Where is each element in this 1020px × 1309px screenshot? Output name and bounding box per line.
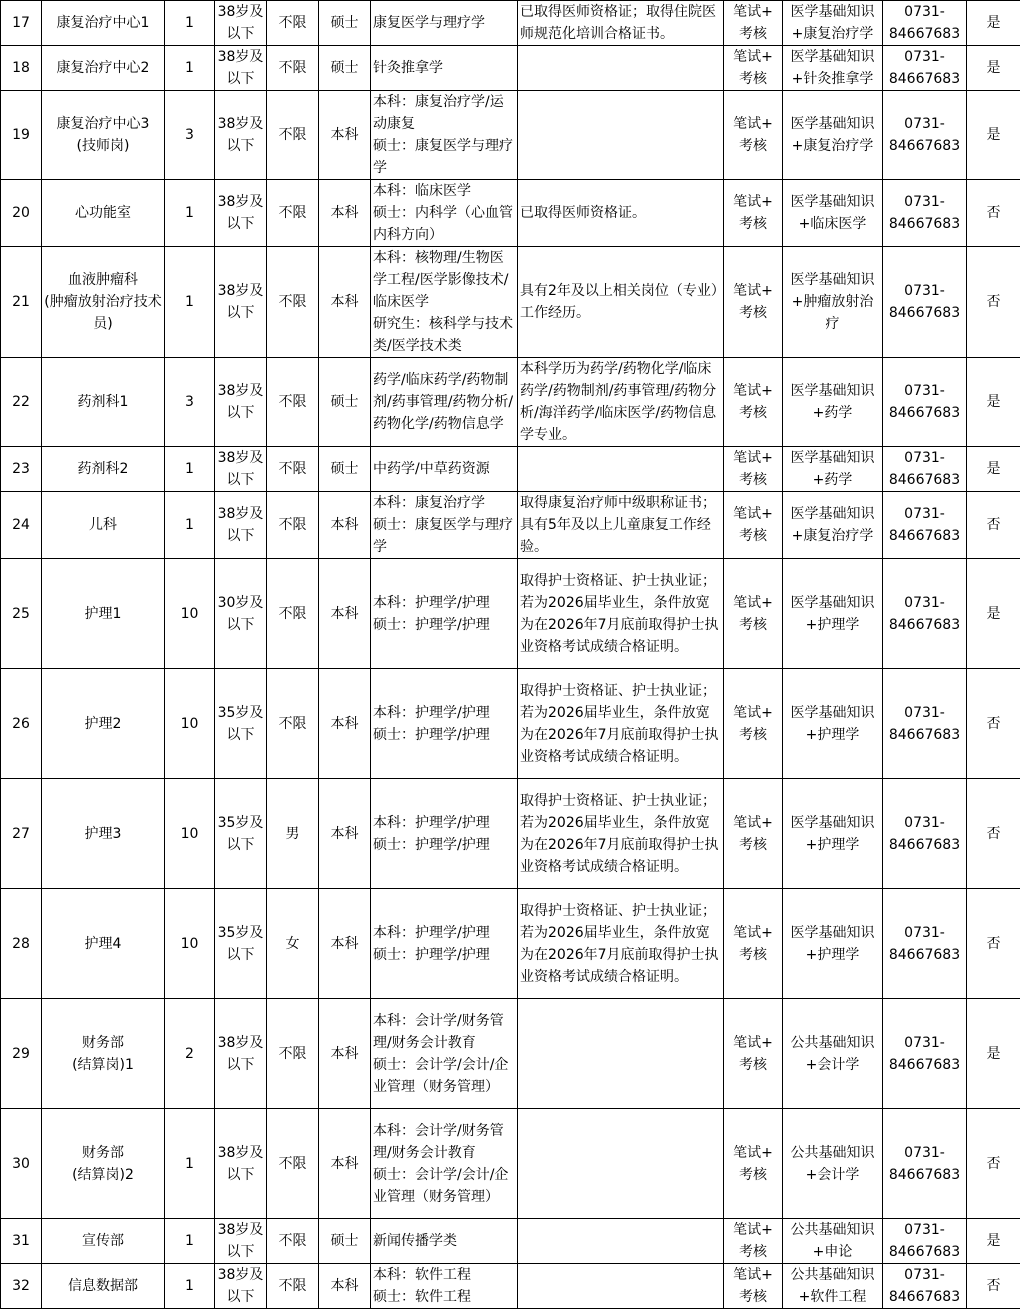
exam-method-cell: 笔试+ 考核	[724, 1109, 783, 1219]
exam-method-cell: 笔试+ 考核	[724, 1219, 783, 1264]
hire-count-cell: 10	[165, 669, 215, 779]
table-row	[1, 447, 1020, 492]
age-cell: 35岁及 以下	[215, 779, 267, 889]
exam-method-cell: 笔试+ 考核	[724, 46, 783, 91]
age-cell: 38岁及 以下	[215, 247, 267, 358]
phone-cell: 0731- 84667683	[883, 1, 967, 46]
department-cell: 财务部 (结算岗)2	[42, 1109, 165, 1219]
gender-cell: 不限	[267, 1109, 319, 1219]
education-cell: 本科	[319, 1264, 371, 1309]
row-number: 26	[1, 669, 42, 779]
department-cell: 心功能室	[42, 180, 165, 247]
hire-count-cell: 1	[165, 492, 215, 559]
major-cell: 新闻传播学类	[371, 1219, 518, 1264]
age-cell: 38岁及 以下	[215, 1219, 267, 1264]
exam-method-cell: 笔试+ 考核	[724, 180, 783, 247]
gender-cell: 不限	[267, 247, 319, 358]
gender-cell: 不限	[267, 46, 319, 91]
phone-cell: 0731- 84667683	[883, 247, 967, 358]
education-cell: 本科	[319, 492, 371, 559]
hire-count-cell: 3	[165, 358, 215, 447]
education-cell: 本科	[319, 91, 371, 180]
row-number: 18	[1, 46, 42, 91]
row-number: 32	[1, 1264, 42, 1309]
education-cell: 硕士	[319, 46, 371, 91]
major-cell: 本科：康复治疗学/运动康复 硕士：康复医学与理疗学	[371, 91, 518, 180]
row-number: 22	[1, 358, 42, 447]
education-cell: 硕士	[319, 358, 371, 447]
exam-subject-cell: 公共基础知识 +会计学	[783, 1109, 883, 1219]
exam-method-cell: 笔试+ 考核	[724, 492, 783, 559]
hire-count-cell: 1	[165, 46, 215, 91]
flag-cell: 是	[967, 447, 1020, 492]
row-number: 19	[1, 91, 42, 180]
age-cell: 38岁及 以下	[215, 492, 267, 559]
major-cell: 本科：康复治疗学 硕士：康复医学与理疗学	[371, 492, 518, 559]
exam-method-cell: 笔试+ 考核	[724, 559, 783, 669]
exam-subject-cell: 公共基础知识 +软件工程	[783, 1264, 883, 1309]
flag-cell: 否	[967, 669, 1020, 779]
major-cell: 本科：临床医学 硕士：内科学（心血管内科方向）	[371, 180, 518, 247]
exam-subject-cell: 医学基础知识 +肿瘤放射治疗	[783, 247, 883, 358]
age-cell: 38岁及 以下	[215, 1, 267, 46]
requirements-cell	[518, 1109, 724, 1219]
exam-subject-cell: 医学基础知识 +临床医学	[783, 180, 883, 247]
row-number: 20	[1, 180, 42, 247]
phone-cell: 0731- 84667683	[883, 559, 967, 669]
age-cell: 35岁及 以下	[215, 669, 267, 779]
department-cell: 药剂科1	[42, 358, 165, 447]
flag-cell: 是	[967, 91, 1020, 180]
flag-cell: 是	[967, 46, 1020, 91]
major-cell: 康复医学与理疗学	[371, 1, 518, 46]
gender-cell: 不限	[267, 669, 319, 779]
flag-cell: 是	[967, 358, 1020, 447]
education-cell: 本科	[319, 999, 371, 1109]
hire-count-cell: 1	[165, 447, 215, 492]
requirements-cell: 取得护士资格证、护士执业证；若为2026届毕业生，条件放宽为在2026年7月底前取得护士执业资格考试成绩合格证明。	[518, 779, 724, 889]
row-number: 21	[1, 247, 42, 358]
hire-count-cell: 1	[165, 180, 215, 247]
gender-cell: 不限	[267, 492, 319, 559]
flag-cell: 是	[967, 1219, 1020, 1264]
major-cell: 本科：软件工程 硕士：软件工程	[371, 1264, 518, 1309]
major-cell: 本科：核物理/生物医学工程/医学影像技术/临床医学 研究生：核科学与技术类/医学技术类	[371, 247, 518, 358]
department-cell: 护理3	[42, 779, 165, 889]
requirements-cell	[518, 1219, 724, 1264]
flag-cell: 否	[967, 889, 1020, 999]
exam-method-cell: 笔试+ 考核	[724, 999, 783, 1109]
requirements-cell	[518, 1264, 724, 1309]
phone-cell: 0731- 84667683	[883, 669, 967, 779]
table-row	[1, 91, 1020, 180]
requirements-cell: 取得护士资格证、护士执业证；若为2026届毕业生，条件放宽为在2026年7月底前取得护士执业资格考试成绩合格证明。	[518, 889, 724, 999]
table-row	[1, 1264, 1020, 1309]
age-cell: 38岁及 以下	[215, 46, 267, 91]
exam-subject-cell: 医学基础知识 +针灸推拿学	[783, 46, 883, 91]
gender-cell: 不限	[267, 1219, 319, 1264]
education-cell: 硕士	[319, 1219, 371, 1264]
row-number: 25	[1, 559, 42, 669]
flag-cell: 否	[967, 779, 1020, 889]
table-body	[1, 1, 1020, 1309]
phone-cell: 0731- 84667683	[883, 447, 967, 492]
hire-count-cell: 1	[165, 247, 215, 358]
department-cell: 康复治疗中心2	[42, 46, 165, 91]
gender-cell: 不限	[267, 358, 319, 447]
exam-method-cell: 笔试+ 考核	[724, 669, 783, 779]
requirements-cell	[518, 46, 724, 91]
hire-count-cell: 10	[165, 889, 215, 999]
exam-method-cell: 笔试+ 考核	[724, 247, 783, 358]
department-cell: 药剂科2	[42, 447, 165, 492]
flag-cell: 否	[967, 1264, 1020, 1309]
table-row	[1, 46, 1020, 91]
hire-count-cell: 1	[165, 1109, 215, 1219]
education-cell: 本科	[319, 559, 371, 669]
exam-subject-cell: 医学基础知识 +药学	[783, 358, 883, 447]
gender-cell: 不限	[267, 180, 319, 247]
age-cell: 38岁及 以下	[215, 999, 267, 1109]
department-cell: 信息数据部	[42, 1264, 165, 1309]
exam-subject-cell: 公共基础知识 +会计学	[783, 999, 883, 1109]
major-cell: 本科：护理学/护理 硕士：护理学/护理	[371, 779, 518, 889]
phone-cell: 0731- 84667683	[883, 1219, 967, 1264]
gender-cell: 男	[267, 779, 319, 889]
exam-subject-cell: 医学基础知识 +护理学	[783, 779, 883, 889]
exam-subject-cell: 医学基础知识 +康复治疗学	[783, 91, 883, 180]
phone-cell: 0731- 84667683	[883, 999, 967, 1109]
requirements-cell: 取得护士资格证、护士执业证；若为2026届毕业生，条件放宽为在2026年7月底前取得护士执业资格考试成绩合格证明。	[518, 669, 724, 779]
department-cell: 康复治疗中心1	[42, 1, 165, 46]
phone-cell: 0731- 84667683	[883, 180, 967, 247]
exam-subject-cell: 医学基础知识 +护理学	[783, 889, 883, 999]
gender-cell: 不限	[267, 1264, 319, 1309]
education-cell: 硕士	[319, 1, 371, 46]
flag-cell: 否	[967, 1109, 1020, 1219]
gender-cell: 不限	[267, 91, 319, 180]
education-cell: 硕士	[319, 447, 371, 492]
major-cell: 本科：会计学/财务管理/财务会计教育 硕士：会计学/会计/企业管理（财务管理）	[371, 999, 518, 1109]
gender-cell: 不限	[267, 559, 319, 669]
requirements-cell	[518, 999, 724, 1109]
hire-count-cell: 2	[165, 999, 215, 1109]
row-number: 27	[1, 779, 42, 889]
department-cell: 宣传部	[42, 1219, 165, 1264]
requirements-cell: 取得护士资格证、护士执业证；若为2026届毕业生，条件放宽为在2026年7月底前取得护士执业资格考试成绩合格证明。	[518, 559, 724, 669]
row-number: 28	[1, 889, 42, 999]
table-row	[1, 559, 1020, 669]
department-cell: 康复治疗中心3 (技师岗)	[42, 91, 165, 180]
flag-cell: 否	[967, 247, 1020, 358]
table-row	[1, 1109, 1020, 1219]
row-number: 29	[1, 999, 42, 1109]
major-cell: 本科：护理学/护理 硕士：护理学/护理	[371, 889, 518, 999]
requirements-cell: 已取得医师资格证；取得住院医师规范化培训合格证书。	[518, 1, 724, 46]
education-cell: 本科	[319, 779, 371, 889]
phone-cell: 0731- 84667683	[883, 492, 967, 559]
table-row	[1, 180, 1020, 247]
major-cell: 针灸推拿学	[371, 46, 518, 91]
exam-subject-cell: 公共基础知识 +申论	[783, 1219, 883, 1264]
major-cell: 中药学/中草药资源	[371, 447, 518, 492]
row-number: 24	[1, 492, 42, 559]
gender-cell: 不限	[267, 999, 319, 1109]
row-number: 30	[1, 1109, 42, 1219]
flag-cell: 否	[967, 180, 1020, 247]
age-cell: 38岁及 以下	[215, 180, 267, 247]
exam-method-cell: 笔试+ 考核	[724, 1, 783, 46]
table-row	[1, 669, 1020, 779]
department-cell: 护理4	[42, 889, 165, 999]
phone-cell: 0731- 84667683	[883, 358, 967, 447]
education-cell: 本科	[319, 889, 371, 999]
requirements-cell	[518, 91, 724, 180]
education-cell: 本科	[319, 1109, 371, 1219]
department-cell: 财务部 (结算岗)1	[42, 999, 165, 1109]
requirements-cell: 具有2年及以上相关岗位（专业）工作经历。	[518, 247, 724, 358]
table-row	[1, 358, 1020, 447]
age-cell: 38岁及 以下	[215, 1264, 267, 1309]
department-cell: 血液肿瘤科 (肿瘤放射治疗技术员)	[42, 247, 165, 358]
exam-subject-cell: 医学基础知识 +护理学	[783, 559, 883, 669]
flag-cell: 否	[967, 492, 1020, 559]
table-row	[1, 247, 1020, 358]
major-cell: 本科：护理学/护理 硕士：护理学/护理	[371, 559, 518, 669]
table-row	[1, 1, 1020, 46]
exam-method-cell: 笔试+ 考核	[724, 358, 783, 447]
education-cell: 本科	[319, 180, 371, 247]
major-cell: 本科：护理学/护理 硕士：护理学/护理	[371, 669, 518, 779]
table-row	[1, 999, 1020, 1109]
hire-count-cell: 1	[165, 1219, 215, 1264]
exam-method-cell: 笔试+ 考核	[724, 1264, 783, 1309]
flag-cell: 是	[967, 999, 1020, 1109]
exam-subject-cell: 医学基础知识 +药学	[783, 447, 883, 492]
exam-method-cell: 笔试+ 考核	[724, 889, 783, 999]
phone-cell: 0731- 84667683	[883, 889, 967, 999]
hire-count-cell: 1	[165, 1, 215, 46]
exam-method-cell: 笔试+ 考核	[724, 91, 783, 180]
phone-cell: 0731- 84667683	[883, 1109, 967, 1219]
major-cell: 药学/临床药学/药物制剂/药事管理/药物分析/药物化学/药物信息学	[371, 358, 518, 447]
phone-cell: 0731- 84667683	[883, 779, 967, 889]
requirements-cell: 取得康复治疗师中级职称证书；具有5年及以上儿童康复工作经验。	[518, 492, 724, 559]
exam-method-cell: 笔试+ 考核	[724, 447, 783, 492]
flag-cell: 是	[967, 1, 1020, 46]
age-cell: 38岁及 以下	[215, 358, 267, 447]
age-cell: 35岁及 以下	[215, 889, 267, 999]
phone-cell: 0731- 84667683	[883, 46, 967, 91]
exam-method-cell: 笔试+ 考核	[724, 779, 783, 889]
gender-cell: 女	[267, 889, 319, 999]
age-cell: 30岁及 以下	[215, 559, 267, 669]
gender-cell: 不限	[267, 447, 319, 492]
education-cell: 本科	[319, 247, 371, 358]
exam-subject-cell: 医学基础知识 +护理学	[783, 669, 883, 779]
row-number: 31	[1, 1219, 42, 1264]
hire-count-cell: 3	[165, 91, 215, 180]
major-cell: 本科：会计学/财务管理/财务会计教育 硕士：会计学/会计/企业管理（财务管理）	[371, 1109, 518, 1219]
table-row	[1, 779, 1020, 889]
phone-cell: 0731- 84667683	[883, 91, 967, 180]
exam-subject-cell: 医学基础知识 +康复治疗学	[783, 1, 883, 46]
department-cell: 护理1	[42, 559, 165, 669]
age-cell: 38岁及 以下	[215, 1109, 267, 1219]
row-number: 23	[1, 447, 42, 492]
table-row	[1, 492, 1020, 559]
education-cell: 本科	[319, 669, 371, 779]
age-cell: 38岁及 以下	[215, 447, 267, 492]
hire-count-cell: 10	[165, 559, 215, 669]
requirements-cell: 本科学历为药学/药物化学/临床药学/药物制剂/药事管理/药物分析/海洋药学/临床医学/药物信息学专业。	[518, 358, 724, 447]
row-number: 17	[1, 1, 42, 46]
age-cell: 38岁及 以下	[215, 91, 267, 180]
phone-cell: 0731- 84667683	[883, 1264, 967, 1309]
gender-cell: 不限	[267, 1, 319, 46]
table-row	[1, 889, 1020, 999]
hire-count-cell: 10	[165, 779, 215, 889]
flag-cell: 是	[967, 559, 1020, 669]
exam-subject-cell: 医学基础知识 +康复治疗学	[783, 492, 883, 559]
hire-count-cell: 1	[165, 1264, 215, 1309]
requirements-cell	[518, 447, 724, 492]
table-row	[1, 1219, 1020, 1264]
requirements-cell: 已取得医师资格证。	[518, 180, 724, 247]
department-cell: 儿科	[42, 492, 165, 559]
department-cell: 护理2	[42, 669, 165, 779]
